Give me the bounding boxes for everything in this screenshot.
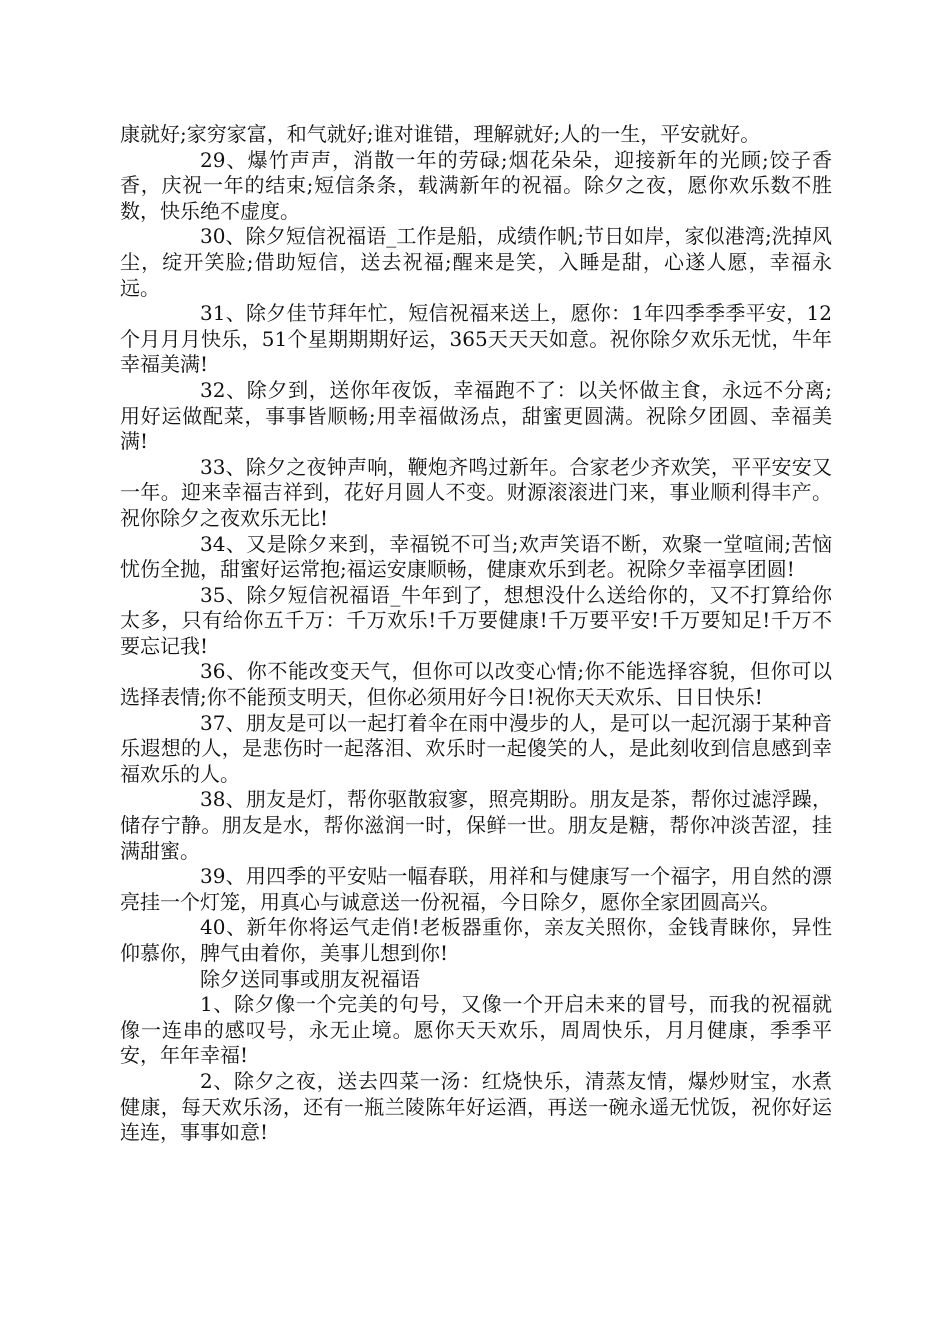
wish-35: 35、除夕短信祝福语_牛年到了，想想没什么送给你的，又不打算给你太多，只有给你五千万：千万欢乐!千万要健康!千万要平安!千万要知足!千万不要忘记我! <box>120 582 832 658</box>
section-heading: 除夕送同事或朋友祝福语 <box>200 966 420 991</box>
wish-36: 36、你不能改变天气，但你可以改变心情;你不能选择容貌，但你可以选择表情;你不能预支明天，但你必须用好今日!祝你天天欢乐、日日快乐! <box>120 659 832 710</box>
wish-37: 37、朋友是可以一起打着伞在雨中漫步的人，是可以一起沉溺于某种音乐遐想的人，是悲伤时一起落泪、欢乐时一起傻笑的人，是此刻收到信息感到幸福欢乐的人。 <box>120 710 832 786</box>
wish-34: 34、又是除夕来到，幸福锐不可当;欢声笑语不断，欢聚一堂喧闹;苦恼忧伤全抛，甜蜜好运常抱;福运安康顺畅，健康欢乐到老。祝除夕幸福享团圆! <box>120 531 832 582</box>
wish-39: 39、用四季的平安贴一幅春联，用祥和与健康写一个福字，用自然的漂亮挂一个灯笼，用真心与诚意送一份祝福，今日除夕，愿你全家团圆高兴。 <box>120 864 832 914</box>
wish-40: 40、新年你将运气走俏!老板器重你，亲友关照你，金钱青睐你，异性仰慕你，脾气由着你，美事儿想到你! <box>120 915 832 965</box>
wish-29: 29、爆竹声声，消散一年的劳碌;烟花朵朵，迎接新年的光顾;饺子香香，庆祝一年的结束;短信条条，载满新年的祝福。除夕之夜，愿你欢乐数不胜数，快乐绝不虚度。 <box>120 147 832 223</box>
document-body <box>120 122 832 1146</box>
colleague-wish-1: 1、除夕像一个完美的句号，又像一个开启未来的冒号，而我的祝福就像一连串的感叹号，永无止境。愿你天天欢乐，周周快乐，月月健康，季季平安，年年幸福! <box>120 992 832 1068</box>
wish-38: 38、朋友是灯，帮你驱散寂寥，照亮期盼。朋友是茶，帮你过滤浮躁，储存宁静。朋友是水，帮你滋润一时，保鲜一世。朋友是糖，帮你冲淡苦涩，挂满甜蜜。 <box>120 787 832 863</box>
colleague-wish-2: 2、除夕之夜，送去四菜一汤：红烧快乐，清蒸友情，爆炒财宝，水煮健康，每天欢乐汤，还有一瓶兰陵陈年好运酒，再送一碗永遥无忧饭，祝你好运连连，事事如意! <box>120 1068 832 1145</box>
paragraph-continuation: 康就好;家穷家富，和气就好;谁对谁错，理解就好;人的一生，平安就好。 <box>120 122 761 146</box>
wish-30: 30、除夕短信祝福语_工作是船，成绩作帆;节日如岸，家似港湾;洗掉风尘，绽开笑脸;借助短信，送去祝福;醒来是笑，入睡是甜，心遂人愿，幸福永远。 <box>120 224 832 300</box>
wish-31: 31、除夕佳节拜年忙，短信祝福来送上，愿你：1年四季季季平安，12个月月月快乐，51个星期期期好运，365天天天如意。祝你除夕欢乐无忧，牛年幸福美满! <box>120 301 832 377</box>
wish-32: 32、除夕到，送你年夜饭，幸福跑不了：以关怀做主食，永远不分离;用好运做配菜，事事皆顺畅;用幸福做汤点，甜蜜更圆满。祝除夕团圆、幸福美满! <box>120 377 832 454</box>
wish-33: 33、除夕之夜钟声响，鞭炮齐鸣过新年。合家老少齐欢笑，平平安安又一年。迎来幸福吉祥到，花好月圆人不变。财源滚滚进门来，事业顺利得丰产。祝你除夕之夜欢乐无比! <box>120 454 832 530</box>
